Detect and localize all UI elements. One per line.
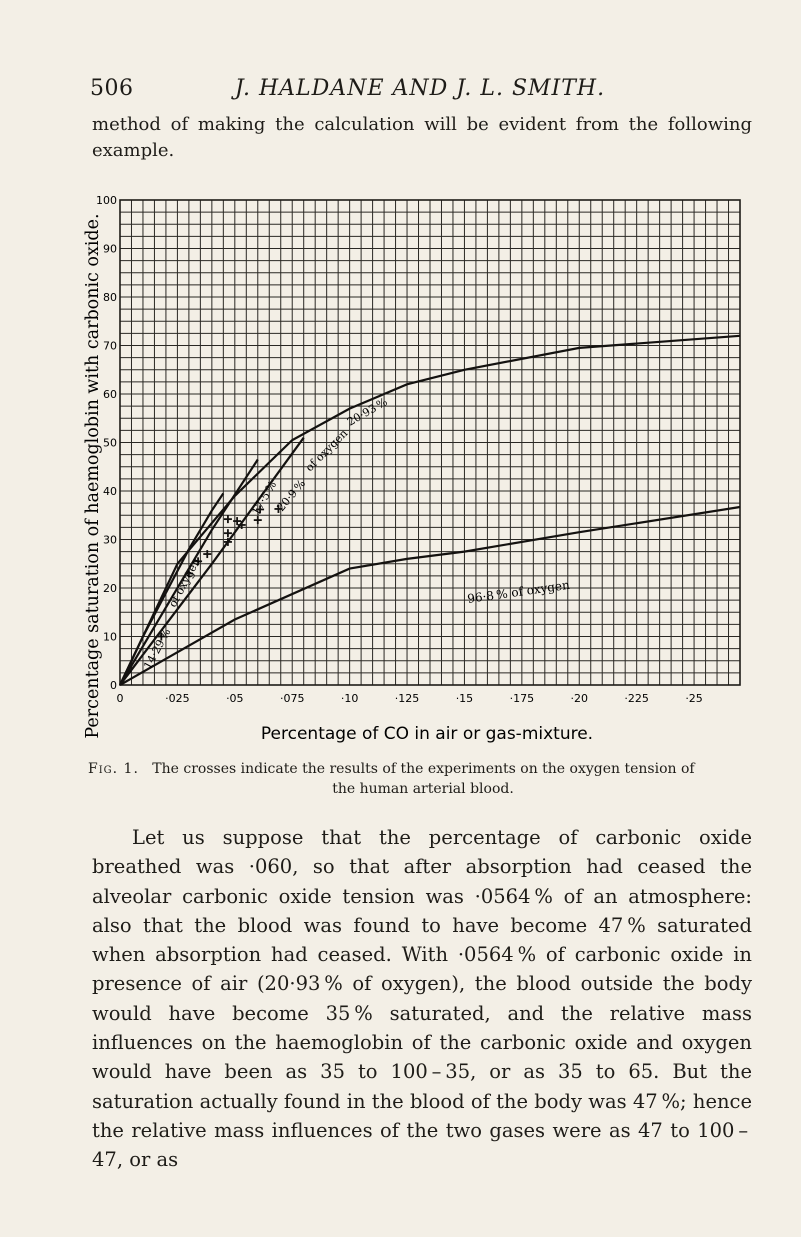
y-tick-label: 80 — [103, 291, 117, 304]
y-tick-label: 50 — [103, 436, 117, 450]
figure-caption — [88, 759, 758, 799]
caption-label: Fig. 1. — [88, 761, 139, 777]
data-point-cross — [224, 515, 232, 523]
page-header — [90, 76, 750, 112]
y-axis-label: Percentage saturation of haemoglobin with carbonic oxide. — [83, 213, 103, 739]
caption-text-1: The crosses indicate the results of the experiments on the oxygen tension of — [152, 761, 695, 777]
curve-label-20-93: 20·93 % — [345, 395, 390, 429]
x-tick-label: ·125 — [394, 692, 420, 705]
y-tick-label: 40 — [103, 485, 117, 498]
data-point-cross — [224, 529, 232, 537]
caption-line-2: the human arterial blood. — [332, 781, 514, 797]
y-tick-label: 100 — [96, 194, 117, 207]
body-text: Let us suppose that the percentage of carbonic oxide breathed was ·060, so that after absorption had ceased the alveolar carbonic oxide tension was ·0564 % of an atmosphere: also that the blood was found to have become 47 % saturated when absorption had ceased. With ·0564 % of carbonic oxide in presence of air (20·93 % of oxygen), the blood outside the body would have become 35 % saturated, and the relative mass influences on the haemoglobin of the carbonic oxide and oxygen would have been as 35 to 100 – 35, or as 35 to 65. But the saturation actually found in the blood of the body was 47 %; hence the relative mass influences of the two gases were as 47 to 100 – 47, or as — [92, 826, 752, 1172]
chart-ticks — [96, 194, 703, 705]
x-tick-label: ·15 — [455, 692, 474, 705]
x-axis-label: Percentage of CO in air or gas-mixture. — [260, 724, 594, 744]
y-tick-label: 20 — [103, 582, 117, 595]
x-tick-label: ·225 — [624, 692, 649, 705]
x-tick-label: 0 — [116, 692, 124, 705]
x-tick-label: ·025 — [165, 692, 190, 705]
x-tick-label: ·10 — [340, 692, 359, 705]
curve-label-14-29-b: of oxygen — [166, 555, 203, 610]
chart-grid — [120, 200, 740, 685]
y-tick-label: 30 — [103, 533, 117, 547]
co-saturation-chart — [70, 190, 760, 755]
x-tick-label: ·075 — [279, 692, 305, 705]
curve-label-14-29: 14·29 % — [141, 626, 174, 672]
y-tick-label: 70 — [103, 339, 117, 353]
x-tick-label: ·05 — [226, 692, 244, 705]
body-paragraph — [92, 823, 752, 1175]
caption-line-1 — [88, 759, 758, 779]
x-tick-label: ·20 — [570, 692, 589, 705]
curve-label-20-9: 20·9 % — [274, 477, 309, 514]
x-tick-label: ·175 — [509, 692, 535, 705]
curve-label-17-5: 17·5 % — [249, 478, 280, 518]
x-tick-label: ·25 — [685, 692, 703, 705]
y-tick-label: 60 — [103, 388, 117, 401]
intro-text: method of making the calculation will be evident from the following example. — [92, 114, 752, 161]
intro-paragraph — [92, 112, 752, 164]
curve-label-20-93-b: of oxygen — [302, 426, 351, 475]
page-number: 506 — [90, 76, 134, 101]
y-tick-label: 0 — [110, 679, 117, 692]
y-tick-label: 10 — [103, 630, 117, 644]
running-head: J. HALDANE AND J. L. SMITH. — [234, 76, 606, 101]
curve-label-96-8: 96·8 % of oxygen — [466, 577, 571, 606]
y-tick-label: 90 — [103, 242, 117, 256]
chart-curve-labels — [141, 395, 571, 671]
